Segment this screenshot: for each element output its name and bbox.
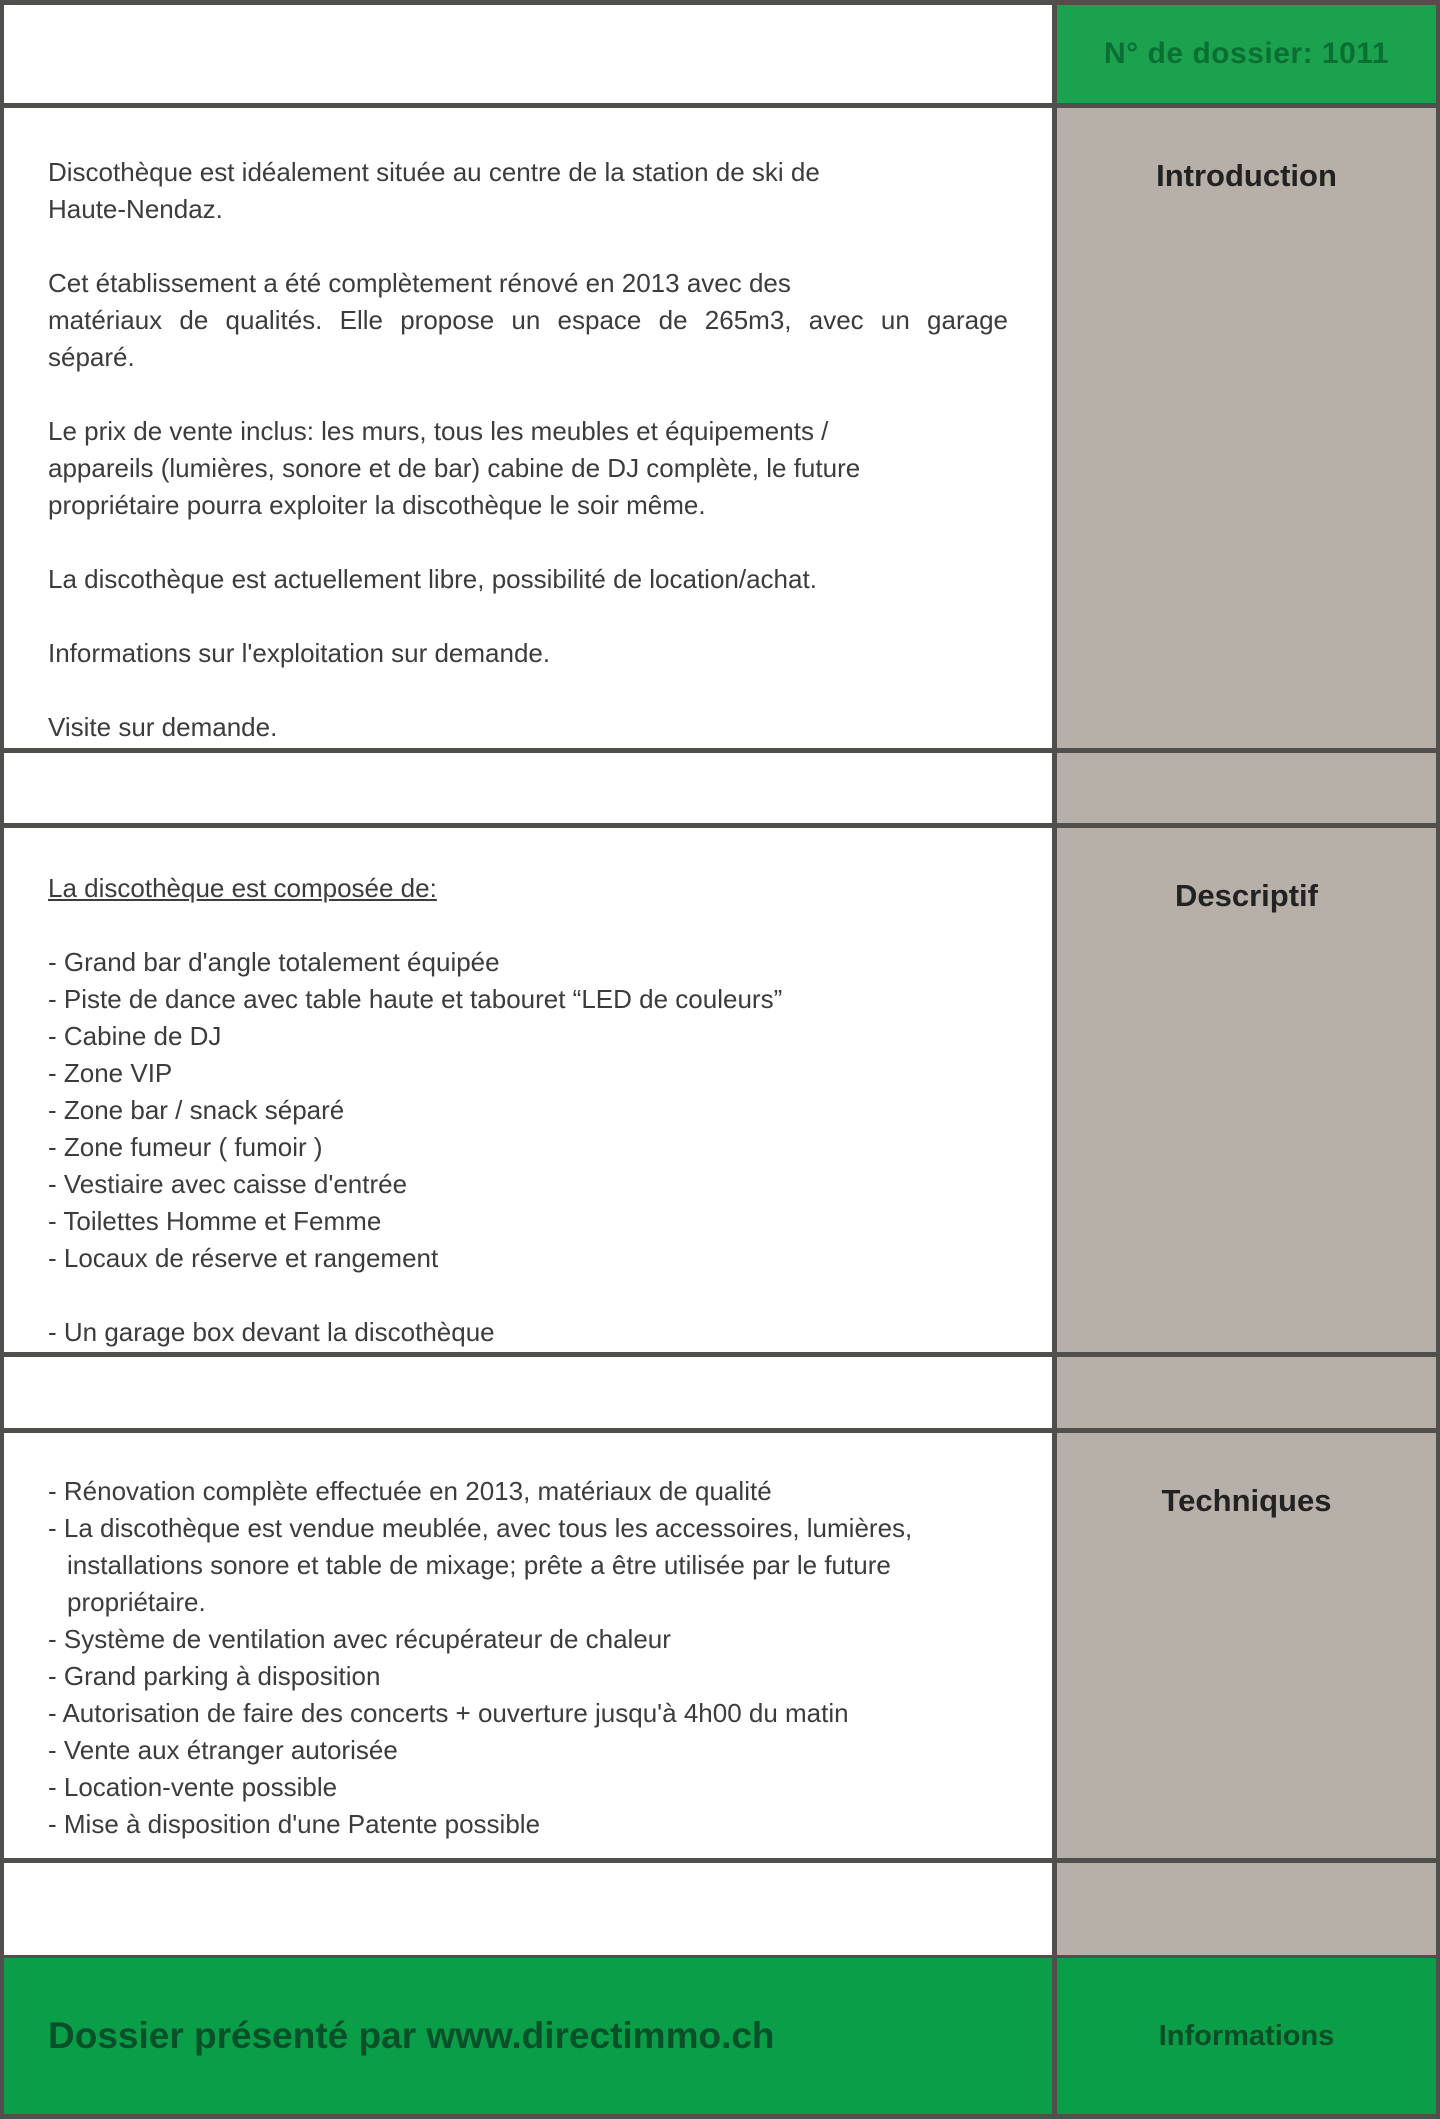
intro-paragraph [48,709,1008,746]
section-label-introduction: Introduction [1156,158,1337,193]
section-label-descriptif: Descriptif [1175,878,1318,913]
list-item: - Vestiaire avec caisse d'entrée [48,1169,408,1199]
list-item: - Zone fumeur ( fumoir ) [48,1132,323,1162]
section-label-informations: Informations [1158,2019,1335,2052]
text-line: matériaux de qualités. Elle propose un espace de 265m3, avec un garage [48,305,1008,335]
list-item: - Grand bar d'angle totalement équipée [48,947,500,977]
list-item: - Location-vente possible [48,1772,338,1802]
list-item: - Autorisation de faire des concerts + ouverture jusqu'à 4h00 du matin [48,1698,849,1728]
header-row [4,5,1436,103]
intro-paragraph [48,413,1008,524]
intro-paragraph [48,635,1008,672]
dossier-number-cell [1057,5,1436,103]
separator-row [4,1357,1436,1428]
list-item: - Cabine de DJ [48,1021,222,1051]
text-line: La discothèque est actuellement libre, possibilité de location/achat. [48,564,817,594]
list-item: - Zone VIP [48,1058,173,1088]
intro-paragraph [48,154,1008,228]
list-item-continuation: propriétaire. [67,1587,206,1617]
intro-paragraph [48,265,1008,376]
footer-row [4,1958,1436,2114]
list-item: - Grand parking à disposition [48,1661,381,1691]
list-item: - Mise à disposition d'une Patente possible [48,1809,541,1839]
text-line: propriétaire pourra exploiter la discothèque le soir même. [48,490,706,520]
list-item: - Vente aux étranger autorisée [48,1735,398,1765]
list-item: - Système de ventilation avec récupérateur de chaleur [48,1624,671,1654]
introduction-text-cell [4,108,1057,748]
techniques-row [4,1433,1436,1858]
introduction-row [4,108,1436,748]
list-item-continuation: installations sonore et table de mixage; prête a être utilisée par le future [67,1550,891,1580]
footer-label-cell [1057,1958,1436,2114]
text-line: Visite sur demande. [48,712,278,742]
intro-paragraph [48,561,1008,598]
text-line: Le prix de vente inclus: les murs, tous les meubles et équipements / [48,416,829,446]
list-item: - Toilettes Homme et Femme [48,1206,382,1236]
list-item: - Piste de dance avec table haute et tabouret “LED de couleurs” [48,984,783,1014]
text-line: séparé. [48,342,135,372]
list-item: - Locaux de réserve et rangement [48,1243,439,1273]
text-line: Haute-Nendaz. [48,194,223,224]
dossier-number: N° de dossier: 1011 [1104,37,1389,70]
footer-banner-cell [4,1958,1057,2114]
header-empty-cell [4,5,1057,103]
introduction-label-cell [1057,108,1436,748]
list-item: - La discothèque est vendue meublée, avec tous les accessoires, lumières, [48,1513,913,1543]
techniques-label-cell [1057,1433,1436,1858]
text-line: Discothèque est idéalement située au centre de la station de ski de [48,157,820,187]
descriptif-text-cell [4,828,1057,1352]
text-line: Informations sur l'exploitation sur demande. [48,638,551,668]
list-item: - Zone bar / snack séparé [48,1095,345,1125]
descriptif-label-cell [1057,828,1436,1352]
separator-row [4,1863,1436,1955]
section-label-techniques: Techniques [1161,1483,1332,1518]
list-item: - Rénovation complète effectuée en 2013, matériaux de qualité [48,1476,772,1506]
list-item: - Un garage box devant la discothèque [48,1317,495,1347]
text-line: appareils (lumières, sonore et de bar) cabine de DJ complète, le future [48,453,861,483]
techniques-text-cell [4,1433,1057,1858]
text-line: Cet établissement a été complètement rénové en 2013 avec des [48,268,791,298]
descriptif-heading: La discothèque est composée de: [48,873,437,903]
separator-row [4,753,1436,823]
footer-presented-by: Dossier présenté par www.directimmo.ch [48,2015,775,2056]
descriptif-row [4,828,1436,1352]
